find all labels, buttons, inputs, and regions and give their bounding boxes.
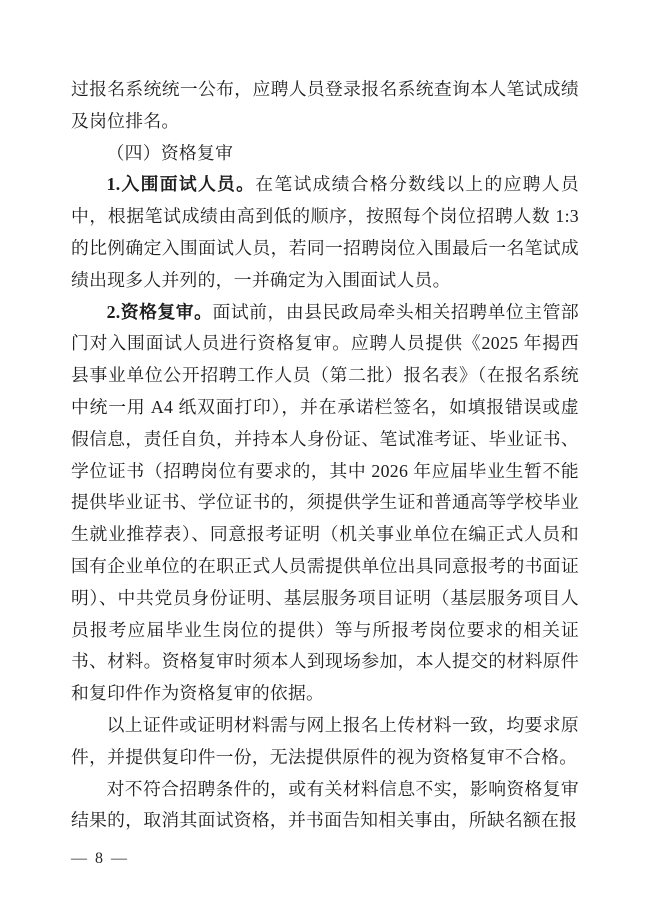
section-heading-qualification-review: （四）资格复审 [106,142,234,163]
review-lead-label: 2.资格复审。 [106,301,213,322]
shortlist-lead-label: 1.入围面试人员。 [106,174,256,195]
paragraph-review [71,297,579,710]
review-body-text: 面试前，由县民政局牵头相关招聘单位主管部门对入围面试人员进行资格复审。应聘人员提供《2025 年揭西县事业单位公开招聘工作人员（第二批）报名表》（在报名系统中统一用 A4 纸双面打印），并在承诺栏签名，如填报错误或虚假信息，责任自负，并持本人身份证、笔试准考证、毕业证书、学位证书（招聘岗位有要求的，其中 2026 年应届毕业生暂不能提供毕业证书、学位证书的，须提供学生证和普通高等学校毕业生就业推荐表）、同意报考证明（机关事业单位在编正式人员和国有企业单位的在职正式人员需提供单位出具同意报考的书面证明）、中共党员身份证明、基层服务项目证明（基层服务项目人员报考应届毕业生岗位的提供）等与所报考岗位要求的相关证书、材料。资格复审时须本人到现场参加，本人提交的材料原件和复印件作为资格复审的依据。 [71,301,579,704]
paragraph-materials-consistency: 以上证件或证明材料需与网上报名上传材料一致，均要求原件，并提供复印件一份，无法提供原件的视为资格复审不合格。 [71,714,579,767]
shortlist-body-text: 在笔试成绩合格分数线以上的应聘人员中，根据笔试成绩由高到低的顺序，按照每个岗位招聘人数 1:3 的比例确定入围面试人员，若同一招聘岗位入围最后一名笔试成绩出现多人并列的，一并确定为入围面试人员。 [71,174,579,290]
paragraph-disqualification: 对不符合招聘条件的，或有关材料信息不实，影响资格复审结果的，取消其面试资格，并书面告知相关事由，所缺名额在报 [71,778,579,831]
paragraph-continuation: 过报名系统统一公布，应聘人员登录报名系统查询本人笔试成绩及岗位排名。 [71,79,579,131]
document-body [71,74,579,837]
page-number: — 8 — [71,850,129,867]
paragraph-shortlist [71,169,579,296]
